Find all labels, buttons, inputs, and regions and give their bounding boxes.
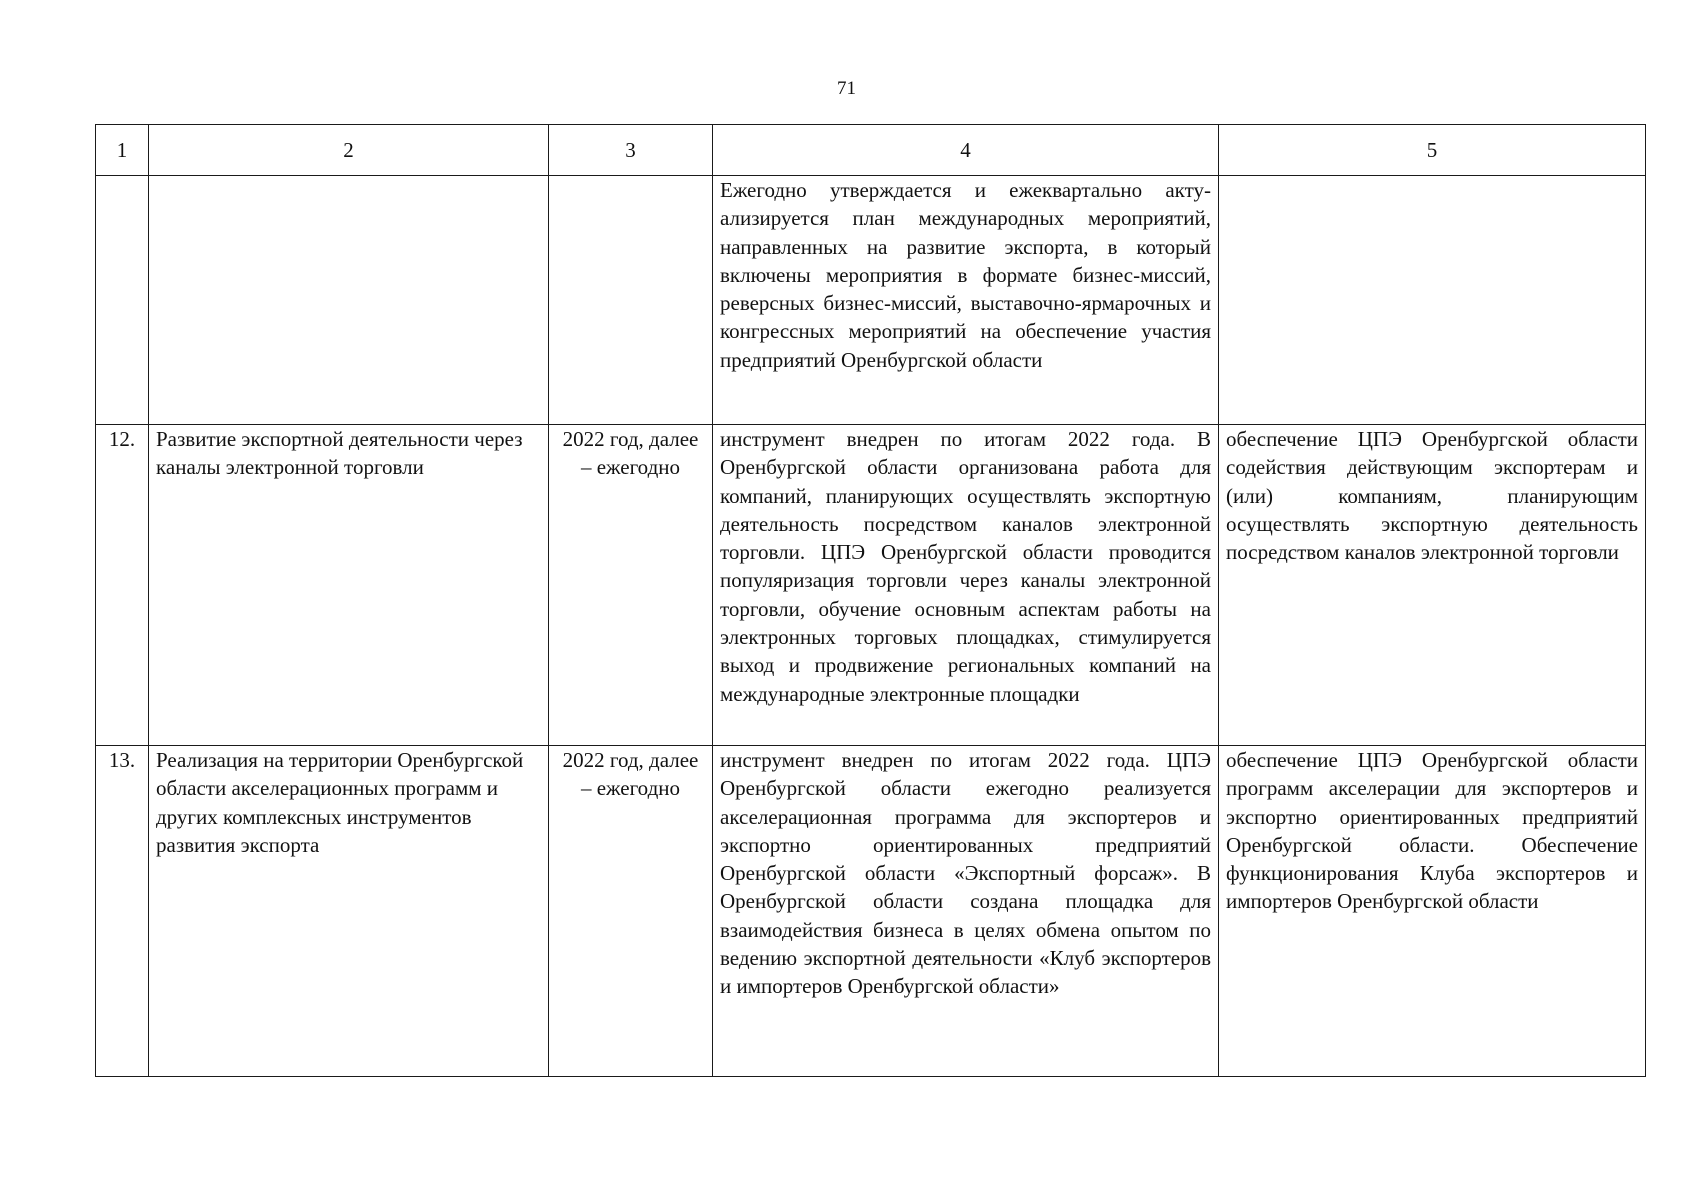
table-row [96, 746, 1646, 1077]
row-number-cell [96, 176, 149, 425]
table-header-row [96, 125, 1646, 176]
term-cell: 2022 год, далее – ежегодно [549, 425, 713, 746]
measures-table [95, 124, 1646, 1077]
effect-cell [1219, 176, 1646, 425]
column-header-3: 3 [549, 125, 713, 176]
measure-title-cell [149, 176, 549, 425]
table-row-continuation [96, 176, 1646, 425]
effect-cell: обеспечение ЦПЭ Оренбургской области содействия действующим экспортерам и (или) компаниям, планирующим осуществлять экспортную деятельность посредством каналов электронной торговли [1219, 425, 1646, 746]
term-cell [549, 176, 713, 425]
measure-title-cell: Развитие экспортной деятельности через каналы электронной торговли [149, 425, 549, 746]
result-cell: Ежегодно утверждается и ежеквартально актуализируется план международных мероприятий, направленных на развитие экспорта, в который включены мероприятия в формате бизнес-миссий, реверсных бизнес-миссий, выставочно-ярмарочных и конгрессных мероприятий на обеспечение участия предприятий Оренбургской области [713, 176, 1219, 425]
column-header-1: 1 [96, 125, 149, 176]
result-cell: инструмент внедрен по итогам 2022 года. ЦПЭ Оренбургской области ежегодно реализуется акселерационная программа для экспортеров и экспортно ориентированных предприятий Оренбургской области «Экспортный форсаж». В Оренбургской области создана площадка для взаимодействия бизнеса в целях обмена опытом по ведению экспортной деятельности «Клуб экспортеров и импортеров Оренбургской области» [713, 746, 1219, 1077]
column-header-2: 2 [149, 125, 549, 176]
result-cell: инструмент внедрен по итогам 2022 года. В Оренбургской области организована работа для компаний, планирующих осуществлять экспортную деятельность посредством каналов электронной торговли. ЦПЭ Оренбургской области проводится популяризация торговли через каналы электронной торговли, обучение основным аспектам работы на электронных торговых площадках, стимулируется выход и продвижение региональных компаний на международные электронные площадки [713, 425, 1219, 746]
column-header-4: 4 [713, 125, 1219, 176]
measure-title-cell: Реализация на территории Оренбургской области акселерационных программ и других комплексных инструментов развития экспорта [149, 746, 549, 1077]
row-number-cell: 13. [96, 746, 149, 1077]
term-cell: 2022 год, далее – ежегодно [549, 746, 713, 1077]
row-number-cell: 12. [96, 425, 149, 746]
effect-cell: обеспечение ЦПЭ Оренбургской области программ акселерации для экспортеров и экспортно ориентированных предприятий Оренбургской области. Обеспечение функционирования Клуба экспортеров и импортеров Оренбургской области [1219, 746, 1646, 1077]
table-row [96, 425, 1646, 746]
column-header-5: 5 [1219, 125, 1646, 176]
page-number: 71 [837, 78, 856, 99]
